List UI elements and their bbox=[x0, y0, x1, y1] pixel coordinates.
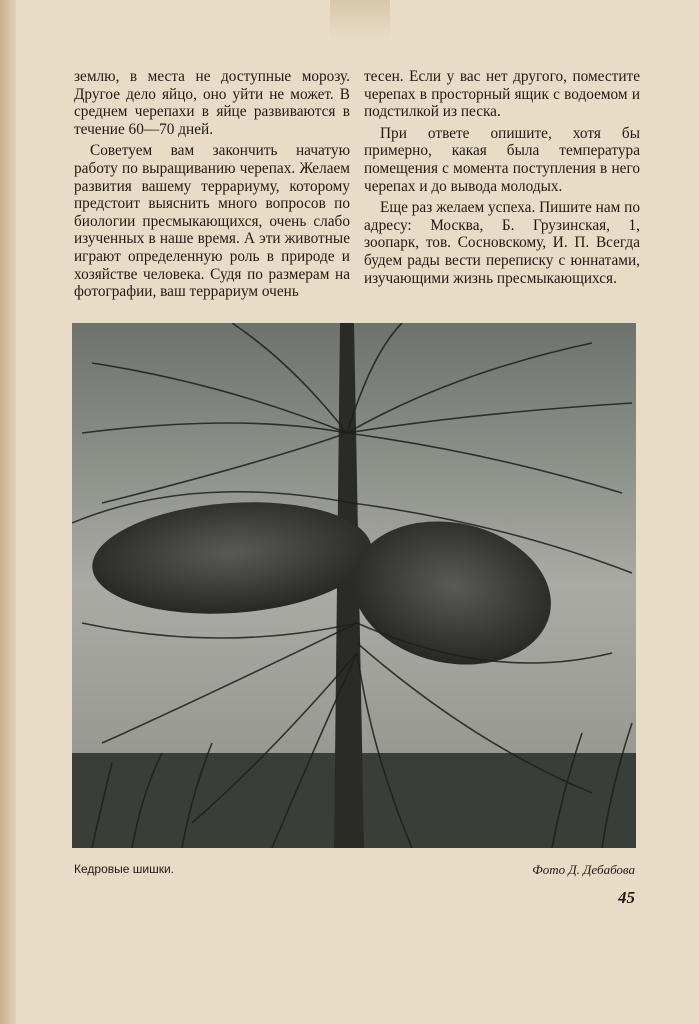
left-text-column bbox=[74, 68, 350, 305]
page-number: 45 bbox=[618, 888, 635, 907]
photo-caption: Кедровые шишки. bbox=[74, 862, 175, 876]
right-paragraph-3: Еще раз желаем успеха. Пишите нам по адресу: Москва, Б. Грузинская, 1, зоопарк, тов. Сосновскому, И. П. Всегда будем рады вести переписку с юннатами, изучающими жизнь пресмыкающихся. bbox=[364, 199, 640, 287]
left-paragraph-1: землю, в места не доступные морозу. Другое дело яйцо, оно уйти не может. В среднем черепахи в яйце развиваются в течение 60—70 дней. bbox=[74, 68, 350, 138]
page-spine bbox=[0, 0, 16, 1024]
right-paragraph-2: При ответе опишите, хотя бы примерно, какая была температура помещения с момента поступления в него черепах и до вывода молодых. bbox=[364, 124, 640, 195]
page-fold bbox=[330, 0, 390, 40]
photo-illustration bbox=[72, 323, 636, 848]
right-paragraph-1: тесен. Если у вас нет другого, поместите черепах в просторный ящик с водоемом и подстилкой из песка. bbox=[364, 68, 640, 121]
photo-credit: Фото Д. Дебабова bbox=[532, 862, 635, 877]
cedar-cones-photo bbox=[72, 323, 636, 848]
right-text-column bbox=[364, 68, 640, 291]
left-paragraph-2: Советуем вам закончить начатую работу по выращиванию черепах. Желаем развития вашему террариуму, которому предстоит выяснить много вопросов по биологии пресмыкающихся, очень слабо изученных в наше время. А эти животные играют определенную роль в природе и хозяйстве человека. Судя по размерам на фотографии, ваш террариум очень bbox=[74, 142, 350, 301]
